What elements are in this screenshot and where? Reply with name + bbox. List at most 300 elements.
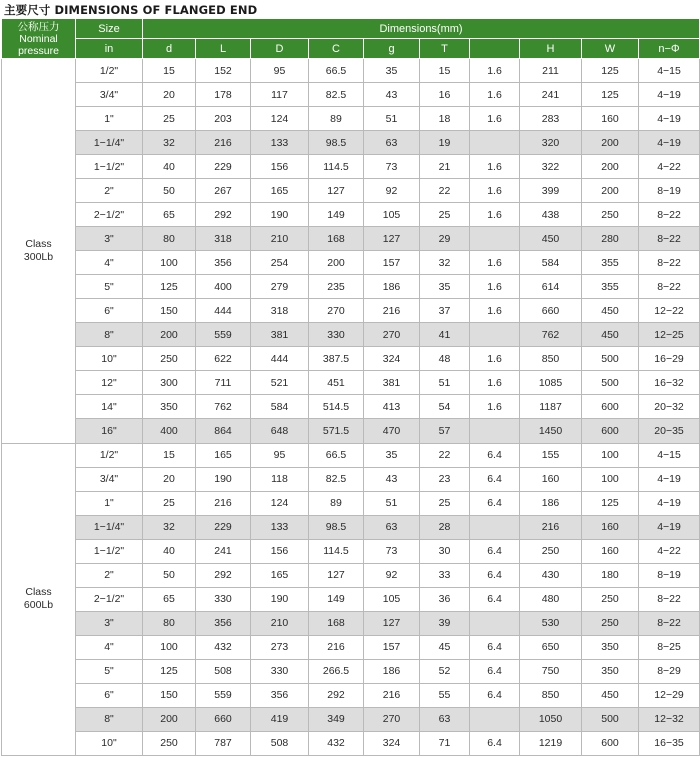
cell-t: 63 — [420, 707, 470, 731]
size-cell: 1−1/4" — [76, 515, 143, 539]
cell-g: 413 — [364, 395, 420, 419]
cell-g: 157 — [364, 251, 420, 275]
table-header — [2, 19, 700, 59]
cell-w: 500 — [582, 371, 639, 395]
cell-d: 65 — [143, 587, 196, 611]
cell-c: 451 — [309, 371, 364, 395]
cell-n-phi: 12−29 — [639, 683, 700, 707]
cell-n-phi: 12−25 — [639, 323, 700, 347]
table-row — [2, 659, 700, 683]
cell-d-outer: 273 — [251, 635, 309, 659]
cell-l: 356 — [196, 611, 251, 635]
cell-h: 1219 — [520, 731, 582, 755]
cell-l: 190 — [196, 467, 251, 491]
cell-w: 500 — [582, 707, 639, 731]
col-header-d: d — [143, 39, 196, 59]
cell-d: 150 — [143, 683, 196, 707]
size-cell: 3" — [76, 227, 143, 251]
cell-extra: 6.4 — [470, 659, 520, 683]
size-cell: 3" — [76, 611, 143, 635]
cell-t: 15 — [420, 59, 470, 83]
cell-d-outer: 124 — [251, 107, 309, 131]
cell-w: 280 — [582, 227, 639, 251]
table-row — [2, 203, 700, 227]
cell-t: 28 — [420, 515, 470, 539]
cell-l: 178 — [196, 83, 251, 107]
pressure-class-rating: 600Lb — [23, 599, 54, 612]
cell-d: 200 — [143, 707, 196, 731]
table-row — [2, 83, 700, 107]
cell-c: 89 — [309, 107, 364, 131]
cell-c: 292 — [309, 683, 364, 707]
pressure-class-label: Class — [25, 237, 52, 250]
cell-w: 450 — [582, 323, 639, 347]
cell-extra: 6.4 — [470, 491, 520, 515]
cell-d: 80 — [143, 611, 196, 635]
size-cell: 1−1/2" — [76, 539, 143, 563]
col-header-c: C — [309, 39, 364, 59]
cell-d: 400 — [143, 419, 196, 443]
cell-g: 216 — [364, 683, 420, 707]
nominal-pressure-header — [2, 19, 76, 59]
cell-d-outer: 124 — [251, 491, 309, 515]
cell-n-phi: 8−22 — [639, 587, 700, 611]
size-header: Size — [76, 19, 143, 39]
cell-d: 32 — [143, 131, 196, 155]
cell-l: 559 — [196, 683, 251, 707]
cell-d-outer: 133 — [251, 131, 309, 155]
size-cell: 6" — [76, 299, 143, 323]
cell-d: 40 — [143, 155, 196, 179]
size-cell: 16" — [76, 419, 143, 443]
size-cell: 1/2" — [76, 443, 143, 467]
cell-c: 514.5 — [309, 395, 364, 419]
size-cell: 1−1/2" — [76, 155, 143, 179]
cell-c: 330 — [309, 323, 364, 347]
cell-l: 292 — [196, 563, 251, 587]
cell-d: 50 — [143, 179, 196, 203]
cell-n-phi: 8−19 — [639, 563, 700, 587]
pressure-class-cell — [2, 59, 76, 444]
cell-c: 82.5 — [309, 83, 364, 107]
cell-l: 318 — [196, 227, 251, 251]
cell-d: 32 — [143, 515, 196, 539]
cell-n-phi: 4−22 — [639, 539, 700, 563]
cell-g: 51 — [364, 107, 420, 131]
nominal-pressure-en-1: Nominal — [19, 32, 58, 45]
cell-t: 30 — [420, 539, 470, 563]
dimensions-header: Dimensions(mm) — [143, 19, 700, 39]
cell-w: 450 — [582, 683, 639, 707]
cell-w: 160 — [582, 515, 639, 539]
cell-c: 216 — [309, 635, 364, 659]
nominal-pressure-en-2: pressure — [18, 44, 59, 57]
table-row — [2, 683, 700, 707]
cell-g: 92 — [364, 563, 420, 587]
cell-d-outer: 648 — [251, 419, 309, 443]
cell-t: 16 — [420, 83, 470, 107]
cell-d: 25 — [143, 107, 196, 131]
cell-l: 432 — [196, 635, 251, 659]
cell-h: 216 — [520, 515, 582, 539]
cell-l: 267 — [196, 179, 251, 203]
table-row — [2, 491, 700, 515]
cell-g: 35 — [364, 59, 420, 83]
cell-extra: 1.6 — [470, 299, 520, 323]
cell-h: 211 — [520, 59, 582, 83]
cell-t: 39 — [420, 611, 470, 635]
cell-h: 283 — [520, 107, 582, 131]
cell-g: 270 — [364, 707, 420, 731]
cell-h: 750 — [520, 659, 582, 683]
cell-n-phi: 4−15 — [639, 59, 700, 83]
cell-c: 114.5 — [309, 539, 364, 563]
cell-g: 324 — [364, 731, 420, 755]
table-row — [2, 611, 700, 635]
size-cell: 10" — [76, 347, 143, 371]
cell-d: 15 — [143, 59, 196, 83]
cell-c: 114.5 — [309, 155, 364, 179]
pressure-class-label: Class — [25, 586, 52, 599]
col-header-l: L — [196, 39, 251, 59]
cell-h: 250 — [520, 539, 582, 563]
cell-t: 25 — [420, 203, 470, 227]
cell-d-outer: 133 — [251, 515, 309, 539]
cell-h: 322 — [520, 155, 582, 179]
cell-g: 216 — [364, 299, 420, 323]
cell-w: 500 — [582, 347, 639, 371]
table-row — [2, 107, 700, 131]
cell-c: 266.5 — [309, 659, 364, 683]
cell-extra: 6.4 — [470, 635, 520, 659]
cell-d-outer: 190 — [251, 203, 309, 227]
cell-l: 864 — [196, 419, 251, 443]
cell-h: 850 — [520, 347, 582, 371]
cell-n-phi: 16−35 — [639, 731, 700, 755]
cell-h: 155 — [520, 443, 582, 467]
cell-l: 216 — [196, 131, 251, 155]
cell-h: 450 — [520, 227, 582, 251]
cell-d-outer: 330 — [251, 659, 309, 683]
cell-w: 350 — [582, 635, 639, 659]
cell-w: 250 — [582, 611, 639, 635]
size-cell: 14" — [76, 395, 143, 419]
cell-t: 57 — [420, 419, 470, 443]
size-cell: 5" — [76, 275, 143, 299]
table-row — [2, 275, 700, 299]
cell-n-phi: 4−19 — [639, 83, 700, 107]
cell-extra: 6.4 — [470, 539, 520, 563]
cell-n-phi: 20−35 — [639, 419, 700, 443]
cell-extra: 1.6 — [470, 179, 520, 203]
cell-g: 35 — [364, 443, 420, 467]
cell-w: 200 — [582, 179, 639, 203]
cell-extra: 1.6 — [470, 83, 520, 107]
cell-n-phi: 4−22 — [639, 155, 700, 179]
cell-w: 355 — [582, 251, 639, 275]
cell-w: 355 — [582, 275, 639, 299]
cell-extra: 1.6 — [470, 275, 520, 299]
cell-extra — [470, 515, 520, 539]
cell-l: 622 — [196, 347, 251, 371]
cell-d-outer: 521 — [251, 371, 309, 395]
cell-l: 152 — [196, 59, 251, 83]
pressure-class-rating: 300Lb — [23, 250, 54, 263]
size-cell: 1/2" — [76, 59, 143, 83]
cell-h: 1450 — [520, 419, 582, 443]
cell-h: 160 — [520, 467, 582, 491]
cell-w: 180 — [582, 563, 639, 587]
cell-l: 356 — [196, 251, 251, 275]
cell-d: 25 — [143, 491, 196, 515]
cell-h: 850 — [520, 683, 582, 707]
cell-t: 22 — [420, 179, 470, 203]
table-row — [2, 635, 700, 659]
cell-w: 600 — [582, 395, 639, 419]
dimensions-table — [1, 18, 700, 756]
cell-g: 63 — [364, 131, 420, 155]
cell-h: 438 — [520, 203, 582, 227]
table-row — [2, 299, 700, 323]
col-header-blank — [470, 39, 520, 59]
cell-d: 20 — [143, 467, 196, 491]
cell-d: 125 — [143, 659, 196, 683]
table-row — [2, 227, 700, 251]
cell-d-outer: 508 — [251, 731, 309, 755]
cell-c: 235 — [309, 275, 364, 299]
cell-c: 98.5 — [309, 515, 364, 539]
cell-t: 37 — [420, 299, 470, 323]
cell-n-phi: 4−19 — [639, 131, 700, 155]
cell-h: 1085 — [520, 371, 582, 395]
cell-g: 186 — [364, 659, 420, 683]
cell-w: 250 — [582, 587, 639, 611]
cell-extra: 6.4 — [470, 467, 520, 491]
pressure-class-cell — [2, 443, 76, 756]
cell-extra: 1.6 — [470, 155, 520, 179]
cell-l: 216 — [196, 491, 251, 515]
cell-d-outer: 419 — [251, 707, 309, 731]
cell-c: 127 — [309, 179, 364, 203]
cell-extra — [470, 323, 520, 347]
cell-d: 20 — [143, 83, 196, 107]
cell-c: 200 — [309, 251, 364, 275]
size-cell: 4" — [76, 635, 143, 659]
cell-n-phi: 8−22 — [639, 611, 700, 635]
cell-extra: 1.6 — [470, 395, 520, 419]
cell-n-phi: 4−19 — [639, 515, 700, 539]
cell-c: 270 — [309, 299, 364, 323]
cell-d-outer: 210 — [251, 227, 309, 251]
cell-w: 600 — [582, 731, 639, 755]
size-cell: 6" — [76, 683, 143, 707]
cell-n-phi: 4−19 — [639, 107, 700, 131]
cell-extra: 6.4 — [470, 731, 520, 755]
col-header-w: W — [582, 39, 639, 59]
cell-d: 65 — [143, 203, 196, 227]
cell-c: 168 — [309, 611, 364, 635]
cell-d: 100 — [143, 251, 196, 275]
table-row — [2, 179, 700, 203]
cell-n-phi: 8−29 — [639, 659, 700, 683]
cell-extra: 1.6 — [470, 59, 520, 83]
cell-t: 52 — [420, 659, 470, 683]
cell-d-outer: 318 — [251, 299, 309, 323]
cell-t: 25 — [420, 491, 470, 515]
cell-d-outer: 156 — [251, 539, 309, 563]
table-row — [2, 395, 700, 419]
cell-n-phi: 8−22 — [639, 203, 700, 227]
cell-n-phi: 12−32 — [639, 707, 700, 731]
cell-h: 430 — [520, 563, 582, 587]
cell-g: 63 — [364, 515, 420, 539]
cell-d: 300 — [143, 371, 196, 395]
cell-extra: 1.6 — [470, 347, 520, 371]
cell-t: 45 — [420, 635, 470, 659]
cell-g: 470 — [364, 419, 420, 443]
cell-c: 432 — [309, 731, 364, 755]
cell-w: 200 — [582, 155, 639, 179]
cell-h: 1187 — [520, 395, 582, 419]
col-header-n-phi: n−Φ — [639, 39, 700, 59]
cell-l: 400 — [196, 275, 251, 299]
cell-d-outer: 381 — [251, 323, 309, 347]
cell-extra: 6.4 — [470, 683, 520, 707]
cell-l: 203 — [196, 107, 251, 131]
cell-d-outer: 444 — [251, 347, 309, 371]
cell-n-phi: 16−32 — [639, 371, 700, 395]
cell-extra: 1.6 — [470, 371, 520, 395]
table-row — [2, 323, 700, 347]
table-row — [2, 515, 700, 539]
cell-n-phi: 12−22 — [639, 299, 700, 323]
cell-t: 18 — [420, 107, 470, 131]
cell-c: 168 — [309, 227, 364, 251]
cell-d: 50 — [143, 563, 196, 587]
cell-d: 200 — [143, 323, 196, 347]
cell-g: 105 — [364, 203, 420, 227]
cell-t: 41 — [420, 323, 470, 347]
cell-d: 100 — [143, 635, 196, 659]
cell-d-outer: 279 — [251, 275, 309, 299]
col-header-d-outer: D — [251, 39, 309, 59]
cell-n-phi: 8−22 — [639, 275, 700, 299]
cell-l: 711 — [196, 371, 251, 395]
cell-n-phi: 8−19 — [639, 179, 700, 203]
cell-d-outer: 210 — [251, 611, 309, 635]
size-cell: 12" — [76, 371, 143, 395]
table-row — [2, 251, 700, 275]
cell-extra: 6.4 — [470, 587, 520, 611]
cell-d-outer: 118 — [251, 467, 309, 491]
cell-d: 15 — [143, 443, 196, 467]
cell-l: 292 — [196, 203, 251, 227]
cell-extra: 1.6 — [470, 251, 520, 275]
page-title: 主要尺寸 DIMENSIONS OF FLANGED END — [4, 3, 258, 17]
cell-l: 229 — [196, 155, 251, 179]
cell-t: 71 — [420, 731, 470, 755]
table-row — [2, 419, 700, 443]
cell-t: 48 — [420, 347, 470, 371]
cell-h: 650 — [520, 635, 582, 659]
cell-c: 571.5 — [309, 419, 364, 443]
cell-extra: 1.6 — [470, 203, 520, 227]
cell-g: 381 — [364, 371, 420, 395]
cell-extra: 6.4 — [470, 443, 520, 467]
cell-g: 105 — [364, 587, 420, 611]
col-header-h: H — [520, 39, 582, 59]
cell-l: 508 — [196, 659, 251, 683]
col-header-t: T — [420, 39, 470, 59]
size-cell: 2" — [76, 179, 143, 203]
cell-g: 127 — [364, 227, 420, 251]
cell-n-phi: 8−25 — [639, 635, 700, 659]
size-cell: 1−1/4" — [76, 131, 143, 155]
table-row — [2, 59, 700, 83]
cell-t: 55 — [420, 683, 470, 707]
cell-n-phi: 4−15 — [639, 443, 700, 467]
cell-g: 92 — [364, 179, 420, 203]
cell-l: 444 — [196, 299, 251, 323]
cell-h: 1050 — [520, 707, 582, 731]
size-cell: 2−1/2" — [76, 587, 143, 611]
cell-c: 149 — [309, 203, 364, 227]
size-cell: 1" — [76, 491, 143, 515]
size-cell: 2" — [76, 563, 143, 587]
cell-l: 330 — [196, 587, 251, 611]
cell-n-phi: 20−32 — [639, 395, 700, 419]
size-cell: 2−1/2" — [76, 203, 143, 227]
cell-n-phi: 4−19 — [639, 491, 700, 515]
cell-d: 80 — [143, 227, 196, 251]
nominal-pressure-cn: 公称压力 — [17, 20, 60, 33]
cell-w: 160 — [582, 539, 639, 563]
size-cell: 5" — [76, 659, 143, 683]
cell-d-outer: 156 — [251, 155, 309, 179]
cell-n-phi: 16−29 — [639, 347, 700, 371]
cell-extra — [470, 707, 520, 731]
cell-n-phi: 4−19 — [639, 467, 700, 491]
cell-h: 320 — [520, 131, 582, 155]
table-row — [2, 707, 700, 731]
cell-t: 21 — [420, 155, 470, 179]
table-row — [2, 371, 700, 395]
cell-l: 229 — [196, 515, 251, 539]
cell-c: 98.5 — [309, 131, 364, 155]
cell-h: 530 — [520, 611, 582, 635]
cell-c: 387.5 — [309, 347, 364, 371]
table-row — [2, 563, 700, 587]
table-row — [2, 155, 700, 179]
cell-t: 35 — [420, 275, 470, 299]
cell-d-outer: 356 — [251, 683, 309, 707]
cell-n-phi: 8−22 — [639, 227, 700, 251]
cell-c: 89 — [309, 491, 364, 515]
cell-d: 150 — [143, 299, 196, 323]
cell-h: 660 — [520, 299, 582, 323]
cell-w: 100 — [582, 443, 639, 467]
size-cell: 8" — [76, 323, 143, 347]
cell-t: 33 — [420, 563, 470, 587]
size-cell: 8" — [76, 707, 143, 731]
cell-d-outer: 190 — [251, 587, 309, 611]
cell-g: 73 — [364, 539, 420, 563]
cell-h: 762 — [520, 323, 582, 347]
size-unit-header: in — [76, 39, 143, 59]
cell-w: 125 — [582, 59, 639, 83]
table-row — [2, 587, 700, 611]
cell-d: 40 — [143, 539, 196, 563]
